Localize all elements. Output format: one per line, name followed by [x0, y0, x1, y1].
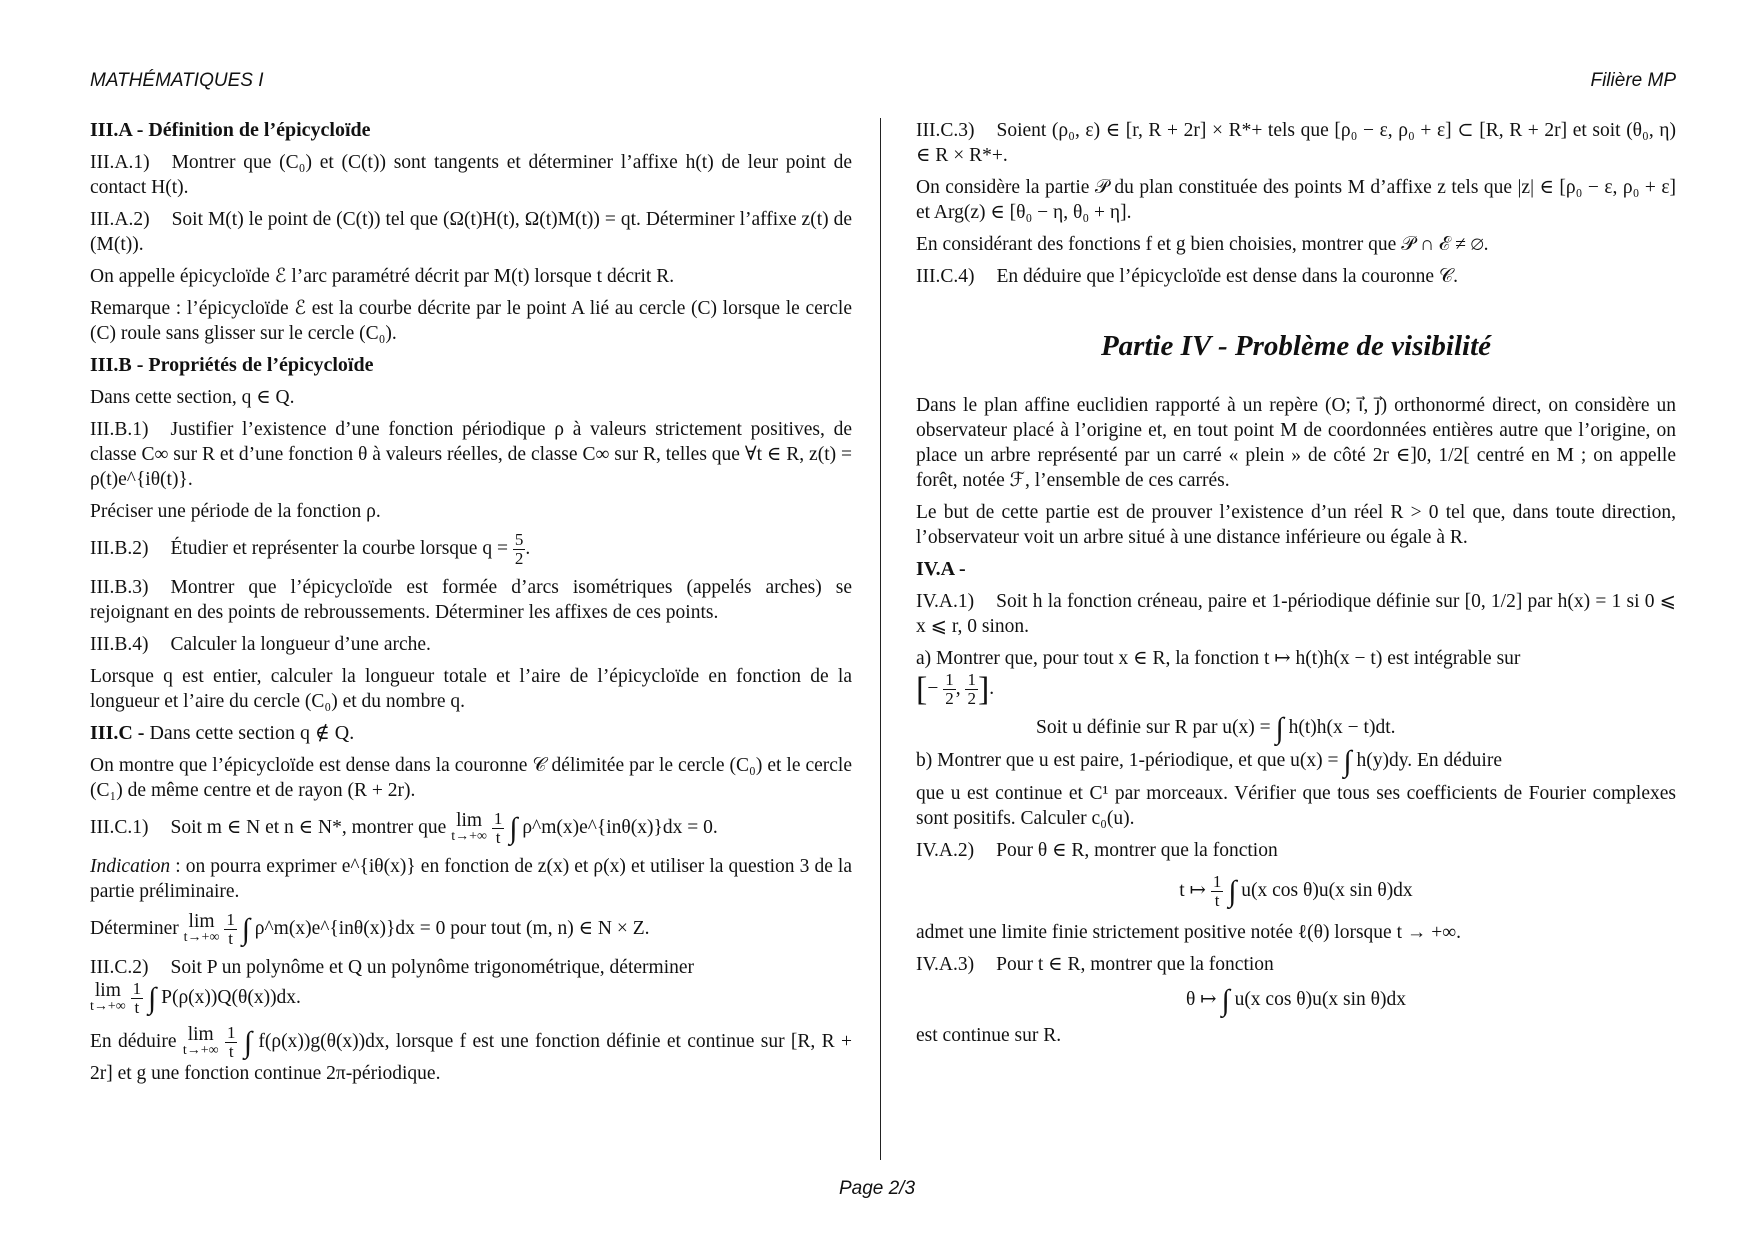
label: IV.A.1): [916, 591, 975, 612]
label: IV.A.3): [916, 954, 975, 976]
label: III.B.2): [90, 537, 149, 559]
definition-u: Soit u définie sur R par u(x) = ∫ h(t)h(x − t)dt.: [1036, 712, 1396, 746]
paragraph: admet une limite finie strictement positive notée ℓ(θ) lorsque t → +∞.: [916, 922, 1462, 944]
question-iii-c3: [916, 118, 1676, 168]
text: Justifier l’existence d’une fonction périodique ρ à valeurs strictement positives, de classe C∞ sur R et d’une fonction θ à valeurs réelles, de classe C∞ sur R, telles que ∀t ∈ R, z(t) = ρ(t)e^{iθ(t)}.: [90, 419, 852, 490]
paragraph: Dans cette section, q ∈ Q.: [90, 387, 295, 408]
fraction: $\frac{1}{2}$: [967, 670, 976, 708]
text: Pour t ∈ R, montrer que la fonction: [996, 954, 1274, 976]
text: En déduire que l’épicycloïde est dense dans la couronne 𝒞.: [996, 266, 1458, 287]
limit: lim t→+∞: [90, 979, 126, 1014]
integral-sign: ∫: [148, 982, 157, 1015]
column-divider: [880, 118, 881, 1160]
header-right: Filière MP: [1590, 70, 1676, 91]
label: III.B.3): [90, 577, 149, 598]
heading-iv-a: IV.A -: [916, 558, 966, 580]
heading-iii-c: III.C - Dans cette section q ∉ Q.: [90, 722, 355, 744]
text: Montrer que (C₀) et (C(t)) sont tangents et déterminer l’affixe h(t) de leur point de contact H(t).: [90, 152, 852, 198]
label: III.B.1): [90, 419, 149, 440]
label: III.C.3): [916, 120, 975, 141]
heading-iii-b: III.B - Propriétés de l’épicycloïde: [90, 354, 374, 376]
label: III.B.4): [90, 634, 149, 655]
paragraph: Dans le plan affine euclidien rapporté à un repère (O; i⃗, j⃗) orthonormé direct, on considère un observateur placé à l’origine et, en tout point M de coordonnées entières autre que l’origine, on place un arbre représenté par un carré « plein » de côté 2r ∈]0, 1/2[ centré en M ; on appelle forêt, notée ℱ, l’ensemble de ces carrés.: [916, 395, 1676, 491]
integral-sign: ∫: [1343, 745, 1352, 779]
paragraph: On montre que l’épicycloïde est dense dans la couronne 𝒞 délimitée par le cercle (C₀) et le cercle (C₁) de même centre et de rayon (R + 2r).: [90, 755, 852, 801]
question-iii-c2: III.C.2) Soit P un polynôme et Q un polynôme trigonométrique, déterminer lim t→+∞ $\frac{1}{t}$ ∫ P(ρ(x))Q(θ(x))dx.: [90, 957, 695, 1017]
part-title: Partie IV - Problème de visibilité: [1100, 330, 1492, 362]
fraction: $\frac{1}{t}$: [493, 809, 503, 847]
paragraph: En considérant des fonctions f et g bien choisies, montrer que 𝒫 ∩ ℰ ≠ ∅.: [916, 234, 1489, 255]
integral-sign: ∫: [243, 1026, 253, 1059]
paragraph: Préciser une période de la fonction ρ.: [90, 501, 381, 522]
fraction: $\frac{1}{t}$: [132, 979, 142, 1017]
paragraph-deduire: En déduire lim t→+∞ $\frac{1}{t}$ ∫ f(ρ(x))g(θ(x))dx, lorsque f est une fonction définie et continue sur [R, R + 2r] et g une fonction continue 2π-périodique.: [90, 1023, 853, 1084]
fraction: $\frac{1}{t}$: [226, 910, 235, 948]
heading-iii-a: III.A - Définition de l’épicycloïde: [90, 119, 371, 141]
left-column: [90, 118, 852, 1093]
text: Soit m ∈ N et n ∈ N*, montrer que: [170, 816, 447, 838]
integral-sign: ∫: [1275, 712, 1284, 746]
paragraph: On appelle épicycloïde ℰ l’arc paramétré décrit par M(t) lorsque t décrit R.: [90, 266, 675, 287]
fraction: $\frac{1}{2}$: [945, 670, 954, 708]
display-formula: θ ↦ ∫ u(x cos θ)u(x sin θ)dx: [1186, 984, 1406, 1018]
question-iii-a1: [90, 150, 852, 200]
label: III.C.1): [90, 816, 149, 838]
question-iii-c1: [90, 810, 852, 847]
label: III.A.1): [90, 152, 150, 173]
page-number: Page 2/3: [838, 1178, 916, 1199]
fraction: $\frac{5}{2}$: [514, 530, 524, 568]
integral-sign: ∫: [1228, 875, 1237, 909]
integral-sign: ∫: [1221, 984, 1230, 1018]
question-iii-b1: [90, 417, 852, 492]
paragraph: que u est continue et C¹ par morceaux. Vérifier que tous ses coefficients de Fourier complexes sont positifs. Calculer c₀(u).: [916, 783, 1676, 830]
paragraph-determiner: Déterminer lim t→+∞ $\frac{1}{t}$ ∫ ρ^m(x)e^{inθ(x)}dx = 0 pour tout (m, n) ∈ N × Z.: [90, 910, 650, 948]
text: Pour θ ∈ R, montrer que la fonction: [996, 840, 1278, 862]
label: III.C.4): [916, 266, 975, 287]
text: Calculer la longueur d’une arche.: [170, 634, 431, 655]
limit: lim t→+∞: [182, 1023, 219, 1058]
question-iv-a1-b: b) Montrer que u est paire, 1-périodique, et que u(x) = ∫ h(y)dy. En déduire: [916, 745, 1502, 779]
paragraph: Lorsque q est entier, calculer la longueur totale et l’aire de l’épicycloïde en fonction de la longueur et l’aire du cercle (C₀) et du nombre q.: [90, 666, 852, 712]
question-iv-a1-a: a) Montrer que, pour tout x ∈ R, la fonction t ↦ h(t)h(x − t) est intégrable sur [− $\frac{1}{2}$ , $\frac{1}{2}$ ].: [916, 648, 1521, 708]
text: Soit P un polynôme et Q un polynôme trigonométrique, déterminer: [170, 957, 695, 978]
indication: Indication : on pourra exprimer e^{iθ(x)} en fonction de z(x) et ρ(x) et utiliser la question 3 de la partie préliminaire.: [90, 856, 852, 902]
right-column: [916, 118, 1676, 1055]
label: III.A.2): [90, 209, 150, 230]
text: Soit M(t) le point de (C(t)) tel que (Ω(t)H(t), Ω(t)M(t)) = qt. Déterminer l’affixe z(t) de (M(t)).: [90, 209, 852, 255]
limit: lim t→+∞: [183, 910, 220, 945]
question-iii-b4: [90, 632, 852, 657]
limit: lim t→+∞: [451, 809, 487, 844]
paragraph: Remarque : l’épicycloïde ℰ est la courbe décrite par le point A lié au cercle (C) lorsque le cercle (C) roule sans glisser sur le cercle (C₀).: [90, 298, 852, 344]
question-iv-a1: [916, 589, 1676, 639]
label: IV.A.2): [916, 840, 975, 862]
header-left: MATHÉMATIQUES I: [90, 70, 264, 91]
question-iii-b3: [90, 575, 852, 625]
question-iv-a2: [916, 838, 1676, 863]
fraction: $\frac{1}{t}$: [226, 1023, 236, 1061]
paragraph: est continue sur R.: [916, 1025, 1062, 1047]
expression: ρ^m(x)e^{inθ(x)}dx = 0.: [522, 816, 718, 838]
question-iii-b2: III.B.2) Étudier et représenter la courbe lorsque q = $\frac{5}{2}$ .: [90, 530, 531, 568]
text: Soient (ρ₀, ε) ∈ [r, R + 2r] × R*+ tels que [ρ₀ − ε, ρ₀ + ε] ⊂ [R, R + 2r] et soit (θ₀, η) ∈ R × R*+.: [916, 120, 1676, 166]
question-iii-a2: [90, 207, 852, 257]
display-formula: t ↦ $\frac{1}{t}$ ∫ u(x cos θ)u(x sin θ)dx: [1179, 872, 1413, 911]
question-iv-a3: [916, 952, 1676, 977]
text: Étudier et représenter la courbe lorsque q =: [170, 537, 508, 559]
question-iii-c4: [916, 264, 1676, 289]
label: III.C.2): [90, 957, 149, 978]
paragraph: Le but de cette partie est de prouver l’existence d’un réel R > 0 tel que, dans toute direction, l’observateur voit un arbre situé à une distance inférieure ou égale à R.: [916, 502, 1676, 548]
text: Montrer que l’épicycloïde est formée d’arcs isométriques (appelés arches) se rejoignant en des points de rebroussements. Déterminer les affixes de ces points.: [90, 577, 852, 623]
text: Soit h la fonction créneau, paire et 1-périodique définie sur [0, 1/2] par h(x) = 1 si 0 ⩽ x ⩽ r, 0 sinon.: [916, 591, 1676, 637]
integral-sign: ∫: [241, 913, 250, 946]
fraction: $\frac{1}{t}$: [1212, 872, 1222, 911]
paragraph: On considère la partie 𝒫 du plan constituée des points M d’affixe z tels que |z| ∈ [ρ₀ − ε, ρ₀ + ε] et Arg(z) ∈ [θ₀ − η, θ₀ + η].: [916, 177, 1676, 223]
integral-sign: ∫: [509, 812, 518, 845]
